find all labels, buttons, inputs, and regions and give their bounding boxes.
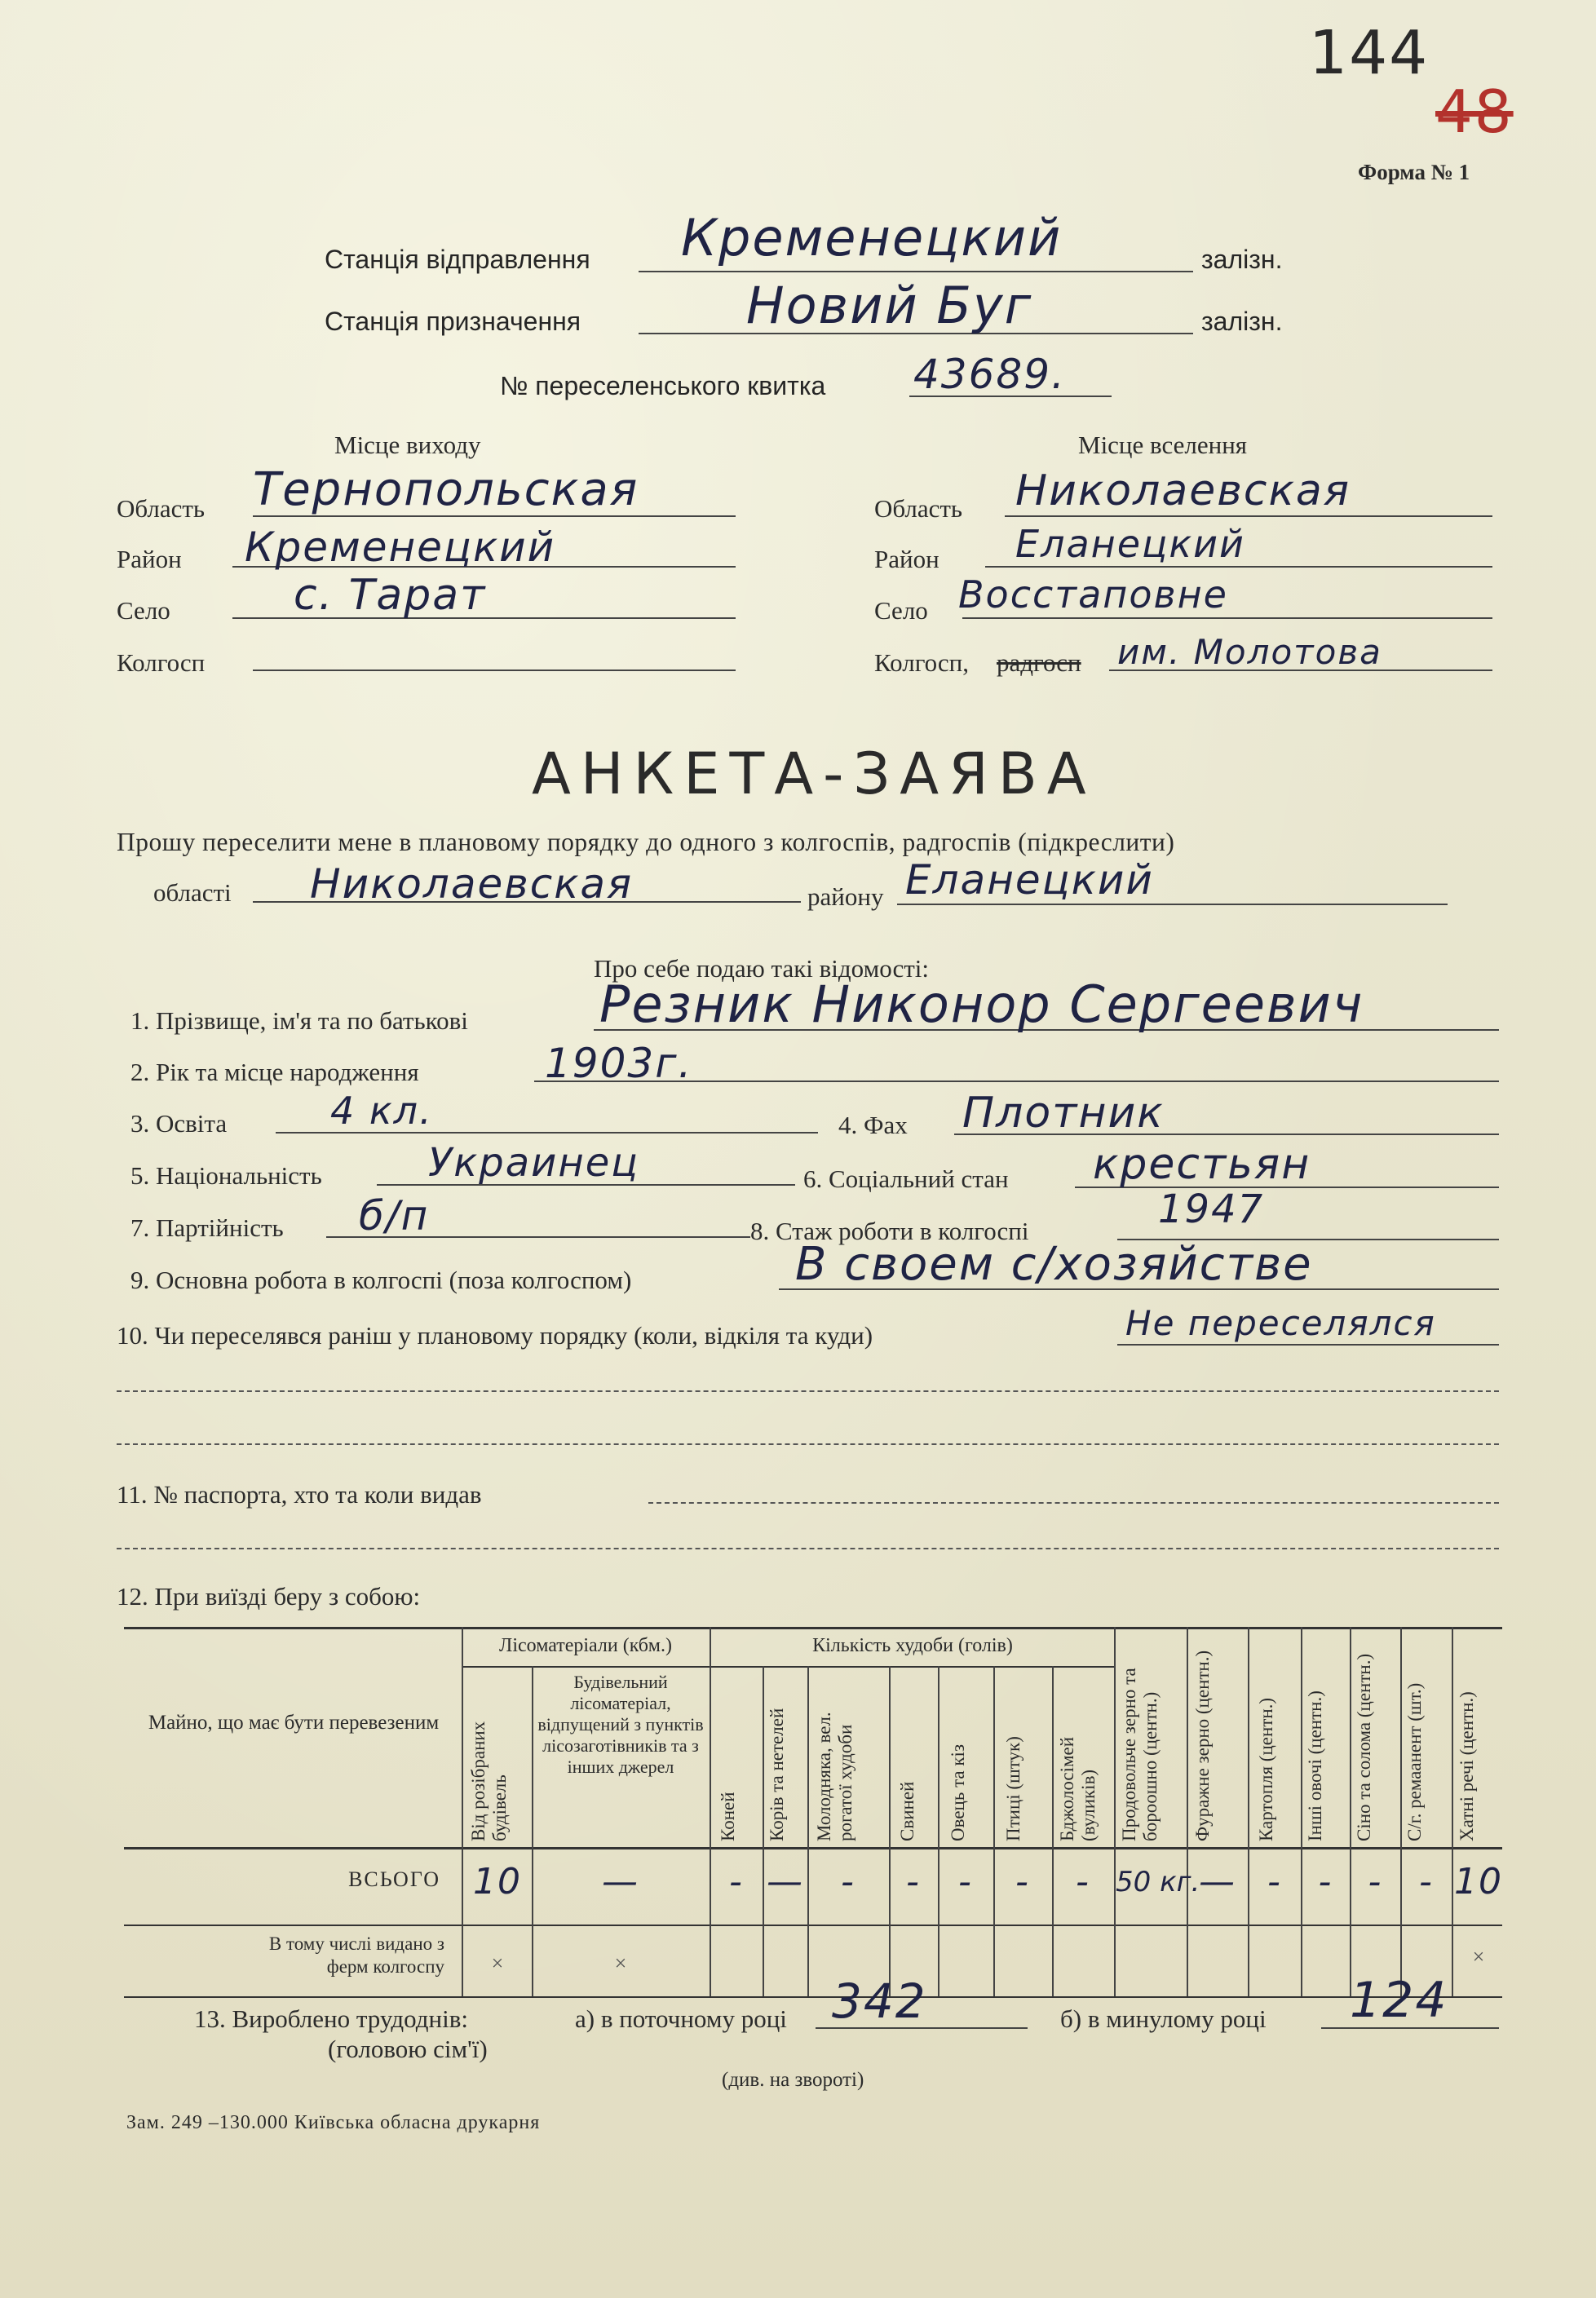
row-total-cell: —: [1199, 1861, 1236, 1902]
row-total-cell: 10: [1454, 1861, 1503, 1902]
col-div: [938, 1666, 939, 1996]
col-div: [1052, 1666, 1054, 1996]
table-bottom-border: [124, 1996, 1502, 1998]
request-raion-label: району: [807, 882, 884, 911]
row-total-cell: 50 кг.: [1116, 1866, 1200, 1898]
row-total-cell: -: [1076, 1861, 1090, 1902]
destination-selo-line: [962, 617, 1492, 619]
col-div: [462, 1627, 463, 1996]
origin-selo-label: Село: [117, 596, 170, 625]
destination-raion-value: Еланецкий: [1015, 522, 1245, 566]
destination-station-value: Новий Буг: [746, 276, 1033, 335]
origin-heading: Місце виходу: [334, 431, 481, 459]
col-div: [1400, 1627, 1402, 1996]
destination-station-suffix: залізн.: [1201, 307, 1283, 336]
origin-oblast-label: Область: [117, 494, 206, 523]
col-header: Будівельний лісоматеріал, відпущений з пунктів лісозаготівників та з інших джерел: [537, 1672, 704, 1777]
origin-selo-value: с. Тарат: [294, 571, 487, 620]
origin-oblast-value: Тернопольская: [253, 463, 639, 516]
q8-value: 1947: [1158, 1187, 1265, 1232]
origin-raion-label: Район: [117, 545, 182, 573]
form-label: Форма № 1: [1358, 160, 1470, 184]
col-div: [1187, 1627, 1188, 1996]
destination-raion-label: Район: [874, 545, 939, 573]
col-div: [1248, 1627, 1249, 1996]
origin-kolhosp-line: [253, 670, 736, 671]
col-header: Сіно та солома (центн.): [1354, 1653, 1374, 1841]
row-total-label: ВСЬОГО: [348, 1867, 440, 1891]
col-header: Від розібраних будівель: [468, 1721, 510, 1841]
q4-value: Плотник: [962, 1089, 1165, 1138]
row-total-cell: -: [1015, 1861, 1030, 1902]
origin-raion-value: Кременецкий: [245, 524, 556, 571]
row-farm-label: В тому числі видано з ферм колгоспу: [268, 1933, 444, 1977]
row-farm-cell: ×: [614, 1951, 627, 1975]
q11-label: 11. № паспорта, хто та коли видав: [117, 1480, 482, 1509]
destination-raion-line: [985, 566, 1492, 568]
col-div: [1350, 1627, 1351, 1996]
q3-value: 4 кл.: [330, 1089, 433, 1133]
table-row-divider: [124, 1925, 1502, 1926]
col-header: Корів та нетелей: [767, 1708, 787, 1841]
origin-kolhosp-label: Колгосп: [117, 648, 206, 677]
q11-extra-line: [117, 1548, 1499, 1549]
row-total-cell: -: [958, 1861, 973, 1902]
col-div: [1452, 1627, 1453, 1996]
printer-info: Зам. 249 –130.000 Київська обласна друкарня: [126, 2112, 541, 2133]
row-total-cell: —: [602, 1861, 639, 1902]
col-div: [710, 1627, 711, 1996]
col-div: [1114, 1627, 1116, 1996]
ticket-value: 43689.: [913, 351, 1066, 398]
col-header: Картопля (центн.): [1256, 1697, 1276, 1841]
destination-oblast-label: Область: [874, 494, 963, 523]
col-header: Молодняка, вел. рогатої худоби: [814, 1712, 855, 1841]
q11-line: [648, 1502, 1499, 1504]
row-farm-cell: ×: [1472, 1945, 1485, 1969]
destination-kolhosp-struck: радгосп: [997, 648, 1081, 677]
q1-label: 1. Прізвище, ім'я та по батькові: [130, 1006, 468, 1035]
departure-value: Кременецкий: [681, 208, 1063, 267]
destination-heading: Місце вселення: [1078, 431, 1248, 459]
q6-value: крестьян: [1093, 1140, 1311, 1189]
col-header: С/г. ремаанент (шт.): [1404, 1682, 1425, 1841]
col-header: Фуражне зерно (центн.): [1192, 1650, 1213, 1841]
q10-value: Не переселялся: [1125, 1303, 1436, 1343]
departure-label: Станція відправлення: [325, 245, 590, 274]
workdays-current-value: 342: [832, 1973, 927, 2029]
workdays-previous-value: 124: [1350, 1972, 1448, 2029]
request-oblast-label: області: [153, 878, 232, 907]
q2-value: 1903г.: [545, 1040, 693, 1087]
see-back-note: (див. на звороті): [722, 2069, 864, 2091]
destination-station-label: Станція призначення: [325, 307, 581, 336]
q4-label: 4. Фах: [838, 1111, 908, 1139]
col-header: Хатні речі (центн.): [1457, 1691, 1477, 1841]
workdays-label: 13. Вироблено трудоднів:: [194, 2004, 469, 2033]
col-header: Продовольче зерно та бороошно (центн.): [1119, 1668, 1161, 1841]
q9-value: В своем с/хозяйстве: [795, 1238, 1313, 1291]
row-total-cell: -: [1267, 1861, 1282, 1902]
departure-suffix: залізн.: [1201, 245, 1283, 274]
request-text: Прошу переселити мене в плановому порядку до одного з колгоспів, радгоспів (підкреслити): [117, 828, 1175, 856]
table-header-bottom: [124, 1847, 1502, 1849]
destination-oblast-line: [1005, 515, 1492, 517]
row-total-cell: -: [1318, 1861, 1333, 1902]
request-raion-line: [897, 904, 1448, 905]
q10-extra-line: [117, 1390, 1499, 1392]
col-div: [807, 1666, 809, 1996]
col-header: Бджолосімей (вуликів): [1057, 1736, 1099, 1841]
workdays-sublabel: (головою сім'ї): [328, 2035, 488, 2063]
destination-oblast-value: Николаевская: [1015, 466, 1351, 515]
q10-label: 10. Чи переселявся раніш у плановому порядку (коли, відкіля та куди): [117, 1321, 873, 1350]
q7-value: б/п: [359, 1192, 430, 1240]
q5-label: 5. Національність: [130, 1161, 322, 1190]
row-total-cell: -: [1368, 1861, 1383, 1902]
q8-label: 8. Стаж роботи в колгоспі: [750, 1217, 1029, 1245]
q7-label: 7. Партійність: [130, 1213, 284, 1242]
table-group-timber: Лісоматеріали (кбм.): [499, 1635, 672, 1656]
row-total-cell: -: [906, 1861, 921, 1902]
request-raion-value: Еланецкий: [905, 856, 1154, 904]
col-header: Свиней: [897, 1781, 917, 1841]
col-header: Коней: [718, 1792, 738, 1841]
row-total-cell: 10: [473, 1861, 522, 1902]
row-total-cell: -: [841, 1861, 855, 1902]
info-heading: Про себе подаю такі відомості:: [594, 954, 930, 983]
row-total-cell: -: [1419, 1861, 1434, 1902]
col-div: [763, 1666, 764, 1996]
row-total-cell: —: [767, 1861, 804, 1902]
row-total-cell: -: [729, 1861, 744, 1902]
table-top-border: [124, 1627, 1502, 1629]
table-row-header: Майно, що має бути перевезеним: [148, 1712, 440, 1734]
form-title: АНКЕТА-ЗАЯВА: [532, 740, 1096, 807]
q10-line: [1117, 1344, 1499, 1346]
destination-kolhosp-value: им. Молотова: [1117, 632, 1382, 672]
col-header: Птиці (штук): [1003, 1736, 1023, 1841]
destination-selo-value: Восстаповне: [958, 572, 1228, 616]
table-group-underline: [462, 1666, 1114, 1668]
q3-label: 3. Освіта: [130, 1109, 228, 1138]
q6-label: 6. Соціальний стан: [803, 1164, 1009, 1193]
col-div: [532, 1666, 533, 1996]
q1-value: Резник Никонор Сергеевич: [599, 974, 1364, 1034]
destination-selo-label: Село: [874, 596, 928, 625]
request-oblast-value: Николаевская: [310, 860, 634, 908]
ticket-label: № переселенського квитка: [500, 371, 826, 400]
destination-kolhosp-label: Колгосп,: [874, 648, 970, 677]
q2-label: 2. Рік та місце народження: [130, 1058, 419, 1086]
col-div: [993, 1666, 995, 1996]
q9-label: 9. Основна робота в колгоспі (поза колгоспом): [130, 1266, 632, 1294]
row-farm-cell: ×: [491, 1951, 504, 1975]
q10-extra-line-2: [117, 1443, 1499, 1445]
workdays-current-label: а) в поточному році: [575, 2004, 787, 2033]
archive-number: 144: [1309, 18, 1430, 88]
departure-line: [639, 271, 1193, 272]
col-header: Овець та кіз: [948, 1743, 968, 1841]
col-div: [889, 1666, 891, 1996]
col-div: [1301, 1627, 1302, 1996]
table-group-livestock: Кількість худоби (голів): [812, 1635, 1013, 1656]
archive-number-red: 48: [1435, 77, 1514, 146]
col-header: Інші овочі (центн.): [1305, 1690, 1325, 1841]
workdays-previous-label: б) в минулому році: [1060, 2004, 1267, 2033]
q5-value: Украинец: [428, 1140, 639, 1186]
q12-label: 12. При виїзді беру з собою:: [117, 1582, 421, 1611]
